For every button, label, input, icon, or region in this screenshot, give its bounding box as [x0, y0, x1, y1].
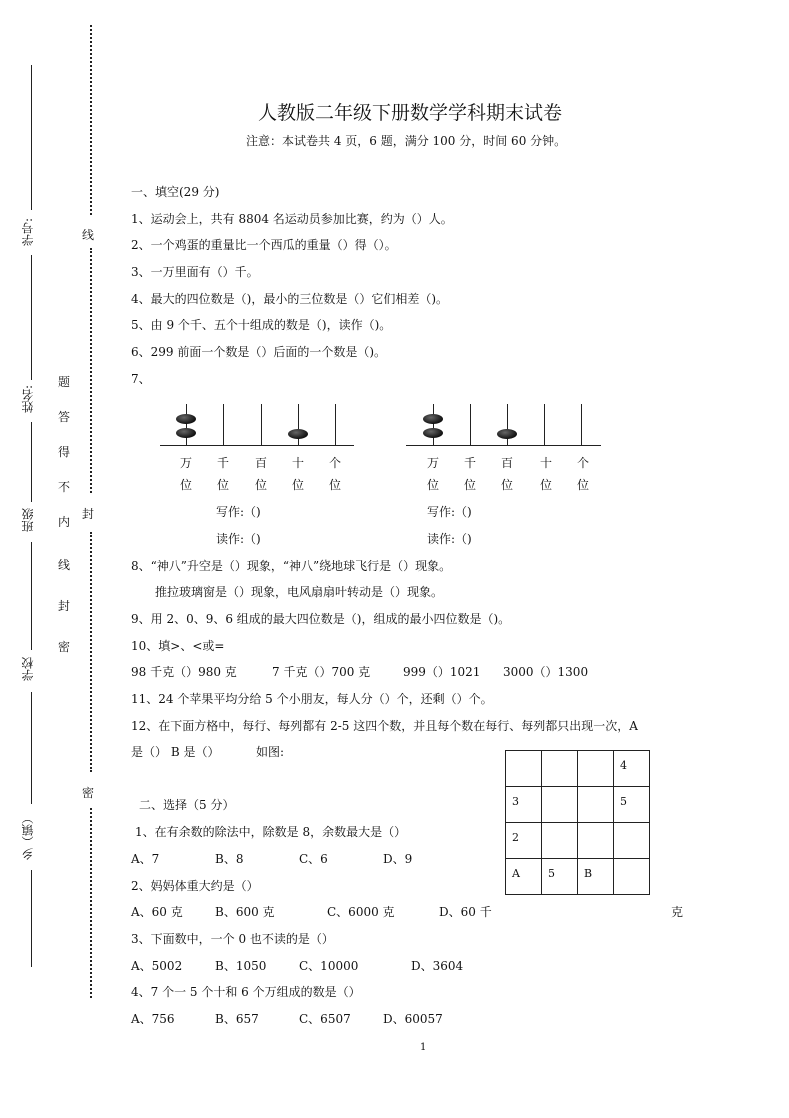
place-label: 位 [427, 478, 440, 492]
place-label: 位 [464, 478, 477, 492]
write-prompt: 写作:（) [427, 505, 472, 519]
exam-note: 注意：本试卷共 4 页，6 题，满分 100 分，时间 60 分钟。 [246, 134, 567, 148]
school-label: 学校 [21, 657, 35, 681]
abacus-bead [497, 429, 517, 439]
grid-cell [614, 859, 650, 895]
abacus-bead [423, 414, 443, 424]
section-heading: 二、选择（5 分） [139, 798, 235, 812]
grid-cell [542, 823, 578, 859]
township-label: 乡（镇） [21, 812, 35, 860]
grid-cell: 2 [506, 823, 542, 859]
warning-char: 密 [58, 640, 71, 654]
warning-char: 得 [58, 445, 71, 459]
option: C、6000 克 [327, 905, 395, 919]
question: 8、“神八”升空是（）现象，“神八”绕地球飞行是（）现象。 [131, 559, 452, 573]
page-number: 1 [420, 1042, 427, 1053]
name-label: 姓名: [21, 385, 35, 414]
abacus-rod [335, 404, 336, 445]
grid-cell [542, 787, 578, 823]
abacus-rod [223, 404, 224, 445]
warning-char: 答 [58, 410, 71, 424]
grid-cell: 4 [614, 751, 650, 787]
abacus-bead [176, 414, 196, 424]
question: 3、一万里面有（）千。 [131, 265, 259, 279]
place-label: 位 [329, 478, 342, 492]
abacus-base [406, 445, 601, 446]
page-title: 人教版二年级下册数学学科期末试卷 [258, 102, 563, 124]
place-label: 个 [577, 456, 590, 470]
option: B、600 克 [215, 905, 275, 919]
binding-rule [31, 870, 32, 967]
latin-square-grid [505, 750, 650, 895]
question: 12、在下面方格中，每行、每列都有 2-5 这四个数，并且每个数在每行、每列都只出现一次，A [131, 719, 638, 733]
place-label: 千 [217, 456, 230, 470]
option: D、9 [383, 852, 413, 866]
abacus-rod [433, 404, 434, 445]
binding-rule [31, 65, 32, 210]
grid-cell: A [506, 859, 542, 895]
abacus-rod [544, 404, 545, 445]
place-label: 百 [501, 456, 514, 470]
question: 2、妈妈体重大约是（） [131, 879, 259, 893]
grid-row [506, 859, 650, 895]
section-heading: 一、填空(29 分) [131, 185, 220, 199]
compare-item: 7 千克（）700 克 [272, 665, 371, 679]
warning-char: 不 [58, 480, 71, 494]
grid-row [506, 823, 650, 859]
question: 3、下面数中，一个 0 也不读的是（） [131, 932, 334, 946]
question: 11、24 个苹果平均分给 5 个小朋友，每人分（）个，还剩（）个。 [131, 692, 493, 706]
grid-cell: B [578, 859, 614, 895]
place-label: 位 [180, 478, 193, 492]
read-prompt: 读作:（) [216, 532, 261, 546]
option: C、6 [299, 852, 328, 866]
question: 4、7 个一 5 个十和 6 个万组成的数是（） [131, 985, 361, 999]
place-label: 十 [540, 456, 553, 470]
warning-char: 线 [82, 228, 95, 242]
abacus-bead [423, 428, 443, 438]
question: 2、一个鸡蛋的重量比一个西瓜的重量（）得（）。 [131, 238, 397, 252]
grid-cell: 5 [542, 859, 578, 895]
binding-rule [31, 255, 32, 380]
cut-line [90, 248, 92, 493]
grid-cell [506, 751, 542, 787]
grid-cell [578, 751, 614, 787]
abacus-base [160, 445, 354, 446]
binding-rule [31, 422, 32, 502]
option: B、8 [215, 852, 244, 866]
abacus-bead [288, 429, 308, 439]
grid-cell [614, 823, 650, 859]
option: C、6507 [299, 1012, 351, 1026]
option: D、60 千 [439, 905, 492, 919]
student-id-label: 学号: [21, 218, 35, 247]
class-label: 班级 [21, 508, 35, 532]
place-label: 百 [255, 456, 268, 470]
place-label: 十 [292, 456, 305, 470]
abacus-rod [186, 404, 187, 445]
option: D、3604 [411, 959, 464, 973]
grid-row [506, 787, 650, 823]
place-label: 位 [577, 478, 590, 492]
question: 6、299 前面一个数是（）后面的一个数是（)。 [131, 345, 387, 359]
binding-rule [31, 692, 32, 804]
place-label: 万 [180, 456, 193, 470]
option-unit: 克 [671, 905, 684, 919]
question: 1、运动会上，共有 8804 名运动员参加比赛，约为（）人。 [131, 212, 453, 226]
option: B、657 [215, 1012, 259, 1026]
option: A、60 克 [131, 905, 183, 919]
option: A、5002 [131, 959, 183, 973]
place-label: 万 [427, 456, 440, 470]
warning-char: 封 [58, 599, 71, 613]
place-label: 位 [501, 478, 514, 492]
cut-line [90, 808, 92, 998]
grid-cell [578, 823, 614, 859]
binding-rule [31, 542, 32, 650]
place-label: 位 [217, 478, 230, 492]
cut-line [90, 532, 92, 772]
cut-line [90, 25, 92, 215]
abacus-rod [470, 404, 471, 445]
question: 推拉玻璃窗是（）现象，电风扇扇叶转动是（）现象。 [155, 585, 444, 599]
question: 5、由 9 个千、五个十组成的数是（)，读作（)。 [131, 318, 392, 332]
option: A、756 [131, 1012, 175, 1026]
question: 1、在有余数的除法中，除数是 8，余数最大是（） [135, 825, 407, 839]
question: 4、最大的四位数是（)，最小的三位数是（）它们相差（)。 [131, 292, 449, 306]
write-prompt: 写作:（) [216, 505, 261, 519]
compare-item: 999（）1021 [403, 665, 481, 679]
question: 是（） B 是（） [131, 745, 220, 759]
question: 7、 [131, 372, 151, 386]
question: 9、用 2、0、9、6 组成的最大四位数是（)，组成的最小四位数是（)。 [131, 612, 511, 626]
place-label: 位 [292, 478, 305, 492]
read-prompt: 读作:（) [427, 532, 472, 546]
grid-cell: 3 [506, 787, 542, 823]
place-label: 位 [540, 478, 553, 492]
abacus-bead [176, 428, 196, 438]
option: A、7 [131, 852, 160, 866]
question: 10、填>、<或= [131, 639, 225, 653]
abacus-rod [581, 404, 582, 445]
warning-char: 线 [58, 558, 71, 572]
grid-cell [542, 751, 578, 787]
compare-item: 98 千克（）980 克 [131, 665, 237, 679]
warning-char: 密 [82, 786, 95, 800]
grid-row [506, 751, 650, 787]
warning-char: 封 [82, 507, 95, 521]
grid-cell [578, 787, 614, 823]
abacus-rod [261, 404, 262, 445]
place-label: 位 [255, 478, 268, 492]
warning-char: 题 [58, 375, 71, 389]
option: B、1050 [215, 959, 267, 973]
grid-cell: 5 [614, 787, 650, 823]
warning-char: 内 [58, 515, 71, 529]
place-label: 个 [329, 456, 342, 470]
compare-item: 3000（）1300 [503, 665, 589, 679]
place-label: 千 [464, 456, 477, 470]
figure-reference: 如图: [256, 745, 285, 759]
option: D、60057 [383, 1012, 443, 1026]
option: C、10000 [299, 959, 359, 973]
